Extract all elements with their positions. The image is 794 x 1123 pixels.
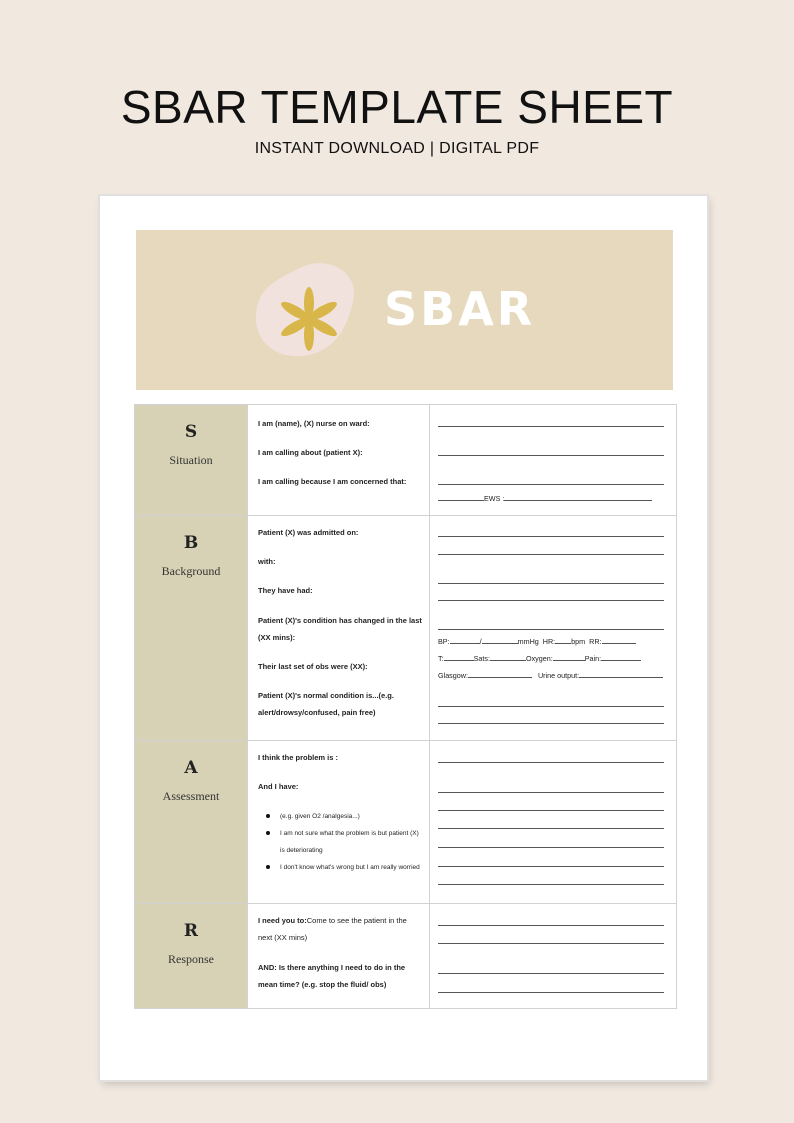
urine-output-label: Urine output: [537, 671, 580, 680]
temp-label: T: [438, 654, 444, 663]
rr-label: RR: [589, 637, 602, 646]
answer-line[interactable] [438, 629, 664, 630]
situation-prompts [247, 405, 430, 515]
vitals-line-2[interactable] [438, 653, 666, 663]
bullet-text: I am not sure what the problem is but patient (X) is deteriorating [280, 830, 419, 854]
response-row [135, 904, 676, 1008]
situation-letter: S [184, 422, 198, 442]
situation-label: Situation [169, 453, 213, 467]
background-row [135, 516, 676, 741]
hr-label: HR: [542, 637, 556, 646]
prompt-text: Their last set of obs were (XX): [258, 662, 368, 671]
answer-line[interactable] [438, 973, 664, 974]
response-need-prompt [258, 912, 423, 946]
answer-line[interactable] [438, 455, 664, 456]
answer-line[interactable] [438, 600, 664, 601]
bullet-icon [266, 865, 270, 869]
answer-line[interactable] [438, 810, 664, 811]
banner-title: SBAR [384, 282, 536, 336]
bullet-icon [266, 831, 270, 835]
answer-line[interactable] [438, 426, 664, 427]
answer-line[interactable] [438, 554, 664, 555]
bpm-label: bpm [571, 637, 586, 646]
prompt-text: I am calling because I am concerned that: [258, 477, 407, 486]
answer-line[interactable] [438, 536, 664, 537]
sbar-table [134, 404, 677, 1009]
prompt-text: Patient (X)'s condition has changed in the last (XX mins): [258, 616, 422, 642]
assessment-label: Assessment [162, 789, 220, 803]
prompt-text: And I have: [258, 782, 299, 791]
assessment-header-cell [135, 741, 247, 903]
mmhg-label: mmHg [517, 637, 539, 646]
page-subtitle: INSTANT DOWNLOAD | DIGITAL PDF [254, 140, 540, 157]
response-prompts [247, 904, 430, 1008]
bullet-text: (e.g. given O2 /analgesia...) [280, 813, 360, 820]
assessment-row [135, 741, 676, 904]
answer-line[interactable] [438, 866, 664, 867]
answer-line[interactable] [438, 992, 664, 993]
prompt-text: Patient (X) was admitted on: [258, 528, 359, 537]
answer-line[interactable] [438, 884, 664, 885]
response-label: Response [168, 952, 214, 966]
background-prompts [247, 516, 430, 740]
glasgow-label: Glasgow: [438, 671, 468, 680]
answer-line[interactable] [438, 792, 664, 793]
oxygen-label: Oxygen: [525, 654, 553, 663]
answer-line[interactable] [438, 828, 664, 829]
prompt-text: AND: Is there anything I need to do in the mean time? (e.g. stop the fluid/ obs) [258, 963, 406, 989]
answer-line[interactable] [438, 943, 664, 944]
vitals-line-1[interactable] [438, 636, 666, 646]
background-header-cell [135, 516, 247, 740]
answer-line[interactable] [438, 706, 664, 707]
answer-line[interactable] [438, 583, 664, 584]
answer-line[interactable] [438, 847, 664, 848]
ews-label: EWS : [484, 494, 505, 503]
situation-answer-lines[interactable] [430, 405, 676, 515]
answer-line[interactable] [438, 723, 664, 724]
response-letter: R [183, 921, 199, 941]
prompt-text: They have had: [258, 586, 313, 595]
prompt-text: I think the problem is : [258, 753, 339, 762]
ews-field[interactable] [438, 493, 666, 503]
bp-slash: / [479, 637, 482, 646]
page-title: SBAR TEMPLATE SHEET [120, 81, 674, 133]
answer-line[interactable] [438, 484, 664, 485]
sats-label: Sats: [473, 654, 490, 663]
sbar-banner [136, 230, 673, 390]
vitals-line-3[interactable] [438, 670, 666, 680]
situation-header-cell [135, 405, 247, 515]
template-sheet [100, 196, 707, 1080]
background-answer-lines[interactable] [430, 516, 676, 740]
response-answer-lines[interactable] [430, 904, 676, 1008]
bullet-text: I don't know what's wrong but I am really worried [280, 864, 420, 871]
prompt-text: Patient (X)'s normal condition is...(e.g. alert/drowsy/confused, pain free) [258, 691, 394, 717]
assessment-letter: A [184, 758, 198, 778]
need-label: I need you to: [258, 916, 307, 925]
prompt-text: I am calling about (patient X): [258, 448, 363, 457]
background-label: Background [161, 564, 221, 578]
pain-label: Pain: [584, 654, 602, 663]
answer-line[interactable] [438, 925, 664, 926]
bp-label: BP: [438, 637, 450, 646]
need-text: Come to see the patient in the next (XX mins) [258, 916, 407, 942]
assessment-answer-lines[interactable] [430, 741, 676, 903]
background-letter: B [183, 533, 199, 553]
assessment-prompts [247, 741, 430, 903]
prompt-text: I am (name), (X) nurse on ward: [258, 419, 370, 428]
response-header-cell [135, 904, 247, 1008]
bullet-icon [266, 814, 270, 818]
prompt-text: with: [258, 557, 276, 566]
answer-line[interactable] [438, 762, 664, 763]
situation-row [135, 405, 676, 516]
